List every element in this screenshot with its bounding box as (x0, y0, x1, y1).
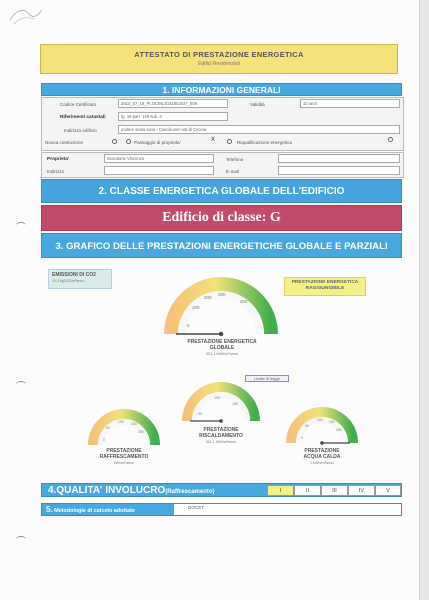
certificate-code-field: 2014_07_16_PLOCINL815180J037_009 (118, 99, 228, 108)
quality-level-1: I (267, 485, 294, 496)
heating-gauge-tick: 50 (198, 412, 202, 416)
binder-hole-mark (16, 536, 26, 543)
email-field (278, 166, 400, 175)
cooling-label-line1: PRESTAZIONE (106, 448, 142, 454)
page-edge-shadow (420, 0, 429, 600)
cooling-gauge-tick: 0 (103, 438, 105, 442)
cooling-performance-value: kWh/m²anno (113, 461, 135, 465)
ownership-transfer-radio (126, 139, 131, 144)
hot-water-gauge-tick: 50 (305, 424, 309, 428)
quality-level-3: III (321, 485, 348, 496)
heating-gauge-tick: 150 (232, 402, 238, 406)
calculation-methods-value: DOCET (188, 505, 205, 510)
heating-performance-value: 301,1 kWh/m²anno (205, 440, 237, 444)
co2-emissions-value: 10,3 kgCO2/m²anno (52, 279, 85, 283)
quality-level-4: IV (348, 485, 375, 496)
heating-performance-label (181, 427, 261, 439)
energy-upgrade-radio (227, 139, 232, 144)
cooling-gauge-tick: 200 (138, 430, 144, 434)
hot-water-label-line2: ACQUA CALDA (303, 454, 341, 460)
cadastral-field: fg. 15 part. 126 sub. 3 (118, 112, 228, 121)
validity-field: 10 anni (300, 99, 400, 108)
validity-label: Validità (250, 102, 265, 107)
global-performance-value: 301,1 kWh/m²anno (205, 352, 239, 356)
hot-water-performance-gauge (284, 401, 360, 447)
binder-hole-mark (16, 222, 26, 229)
envelope-quality-title (48, 484, 215, 499)
pen-scribble (6, 4, 46, 26)
legal-limit-label: Limite di legge (245, 375, 289, 382)
energy-upgrade-check (388, 137, 393, 142)
ownership-transfer-label: Passaggio di proprieta' (134, 140, 181, 145)
calculation-methods-number: 5. (46, 505, 53, 514)
new-construction-radio (112, 139, 117, 144)
global-gauge-tick: 300 (218, 292, 226, 297)
section-performance-chart-header: 3. GRAFICO DELLE PRESTAZIONI ENERGETICHE GLOBALE E PARZIALI (41, 233, 402, 258)
binder-hole-mark (16, 381, 26, 388)
document-title: ATTESTATO DI PRESTAZIONE ENERGETICA (134, 50, 304, 59)
owner-info-form (41, 152, 404, 178)
cooling-performance-label (84, 448, 164, 460)
building-address-label: Indirizzo edificio (64, 128, 97, 133)
section-calculation-methods (41, 503, 402, 516)
calculation-methods-header (42, 504, 174, 515)
achievable-performance-line2: RAGGIUNGIBILE (305, 286, 345, 291)
global-gauge-hub (219, 332, 223, 336)
owner-address-field (104, 166, 214, 175)
global-gauge-tick: 0 (187, 323, 190, 328)
ownership-transfer-checkmark: X (211, 137, 216, 143)
section-envelope-quality (41, 483, 402, 497)
owner-field: Giacalone Vincenzo (104, 154, 214, 163)
heating-performance-gauge (180, 377, 262, 427)
global-gauge-tick: 100 (192, 305, 200, 310)
building-address-field: podere santa lucia - Casciliumm Val di Cecina (118, 125, 400, 134)
section-energy-class-header: 2. CLASSE ENERGETICA GLOBALE DELL'EDIFICIO (41, 179, 402, 203)
hot-water-performance-value: 0 kWh/m²anno (310, 461, 334, 465)
envelope-quality-subtitle: (Raffrescamento) (165, 489, 215, 495)
quality-level-2: II (294, 485, 321, 496)
hot-water-label-line1: PRESTAZIONE (304, 448, 340, 454)
global-performance-label-line1: PRESTAZIONE ENERGETICA (187, 339, 257, 345)
hot-water-gauge-tick: 100 (317, 418, 323, 422)
envelope-quality-title-text: 4.QUALITA' INVOLUCRO (48, 485, 166, 496)
global-performance-label (172, 339, 272, 351)
email-label: E-mail (226, 169, 240, 174)
global-gauge-tick: 400 (240, 299, 248, 304)
certificate-code-label: Codice Certificato (60, 102, 97, 107)
section-general-info-header: 1. INFORMAZIONI GENERALI (41, 83, 402, 96)
quality-level-5: V (375, 485, 401, 496)
co2-emissions-box (48, 269, 112, 289)
global-gauge-tick: 200 (204, 295, 212, 300)
heating-gauge-tick: 100 (214, 396, 220, 400)
heating-label-line2: RISCALDAMENTO (199, 433, 243, 439)
phone-field (278, 154, 400, 163)
cadastral-label: Riferimenti catastali (60, 115, 106, 120)
energy-class-banner: Edificio di classe: G (41, 205, 402, 231)
energy-upgrade-label: Riqualificazione energetica (237, 140, 292, 145)
hot-water-gauge-tick: 0 (301, 436, 303, 440)
achievable-performance-line1: PRESTAZIONE ENERGETICA (291, 280, 359, 285)
heating-label-line1: PRESTAZIONE (203, 427, 239, 433)
owner-address-label: Indirizzo (47, 169, 65, 174)
new-construction-label: Nuova costruzione (45, 140, 84, 145)
document-title-box (40, 44, 398, 74)
hot-water-performance-label (282, 448, 362, 460)
cooling-gauge-tick: 100 (118, 420, 124, 424)
hot-water-gauge-tick: 150 (329, 420, 335, 424)
calculation-methods-title: Metodologie di calcolo adottate (54, 508, 135, 514)
document-subtitle: Edifici Residenziali (198, 61, 240, 67)
cooling-performance-gauge (86, 405, 162, 449)
achievable-performance-badge (284, 277, 366, 296)
cooling-label-line2: RAFFRESCAMENTO (99, 454, 149, 460)
global-performance-gauge (160, 272, 282, 340)
general-info-form (41, 97, 404, 151)
co2-emissions-title: EMISSIONI DI CO2 (52, 272, 96, 278)
cooling-gauge-tick: 150 (131, 422, 137, 426)
cooling-gauge-tick: 50 (106, 426, 110, 430)
owner-label: Proprieta' (47, 157, 70, 162)
hot-water-gauge-tick: 200 (336, 428, 342, 432)
phone-label: Telefono (226, 157, 244, 162)
global-performance-label-line2: GLOBALE (209, 345, 235, 351)
